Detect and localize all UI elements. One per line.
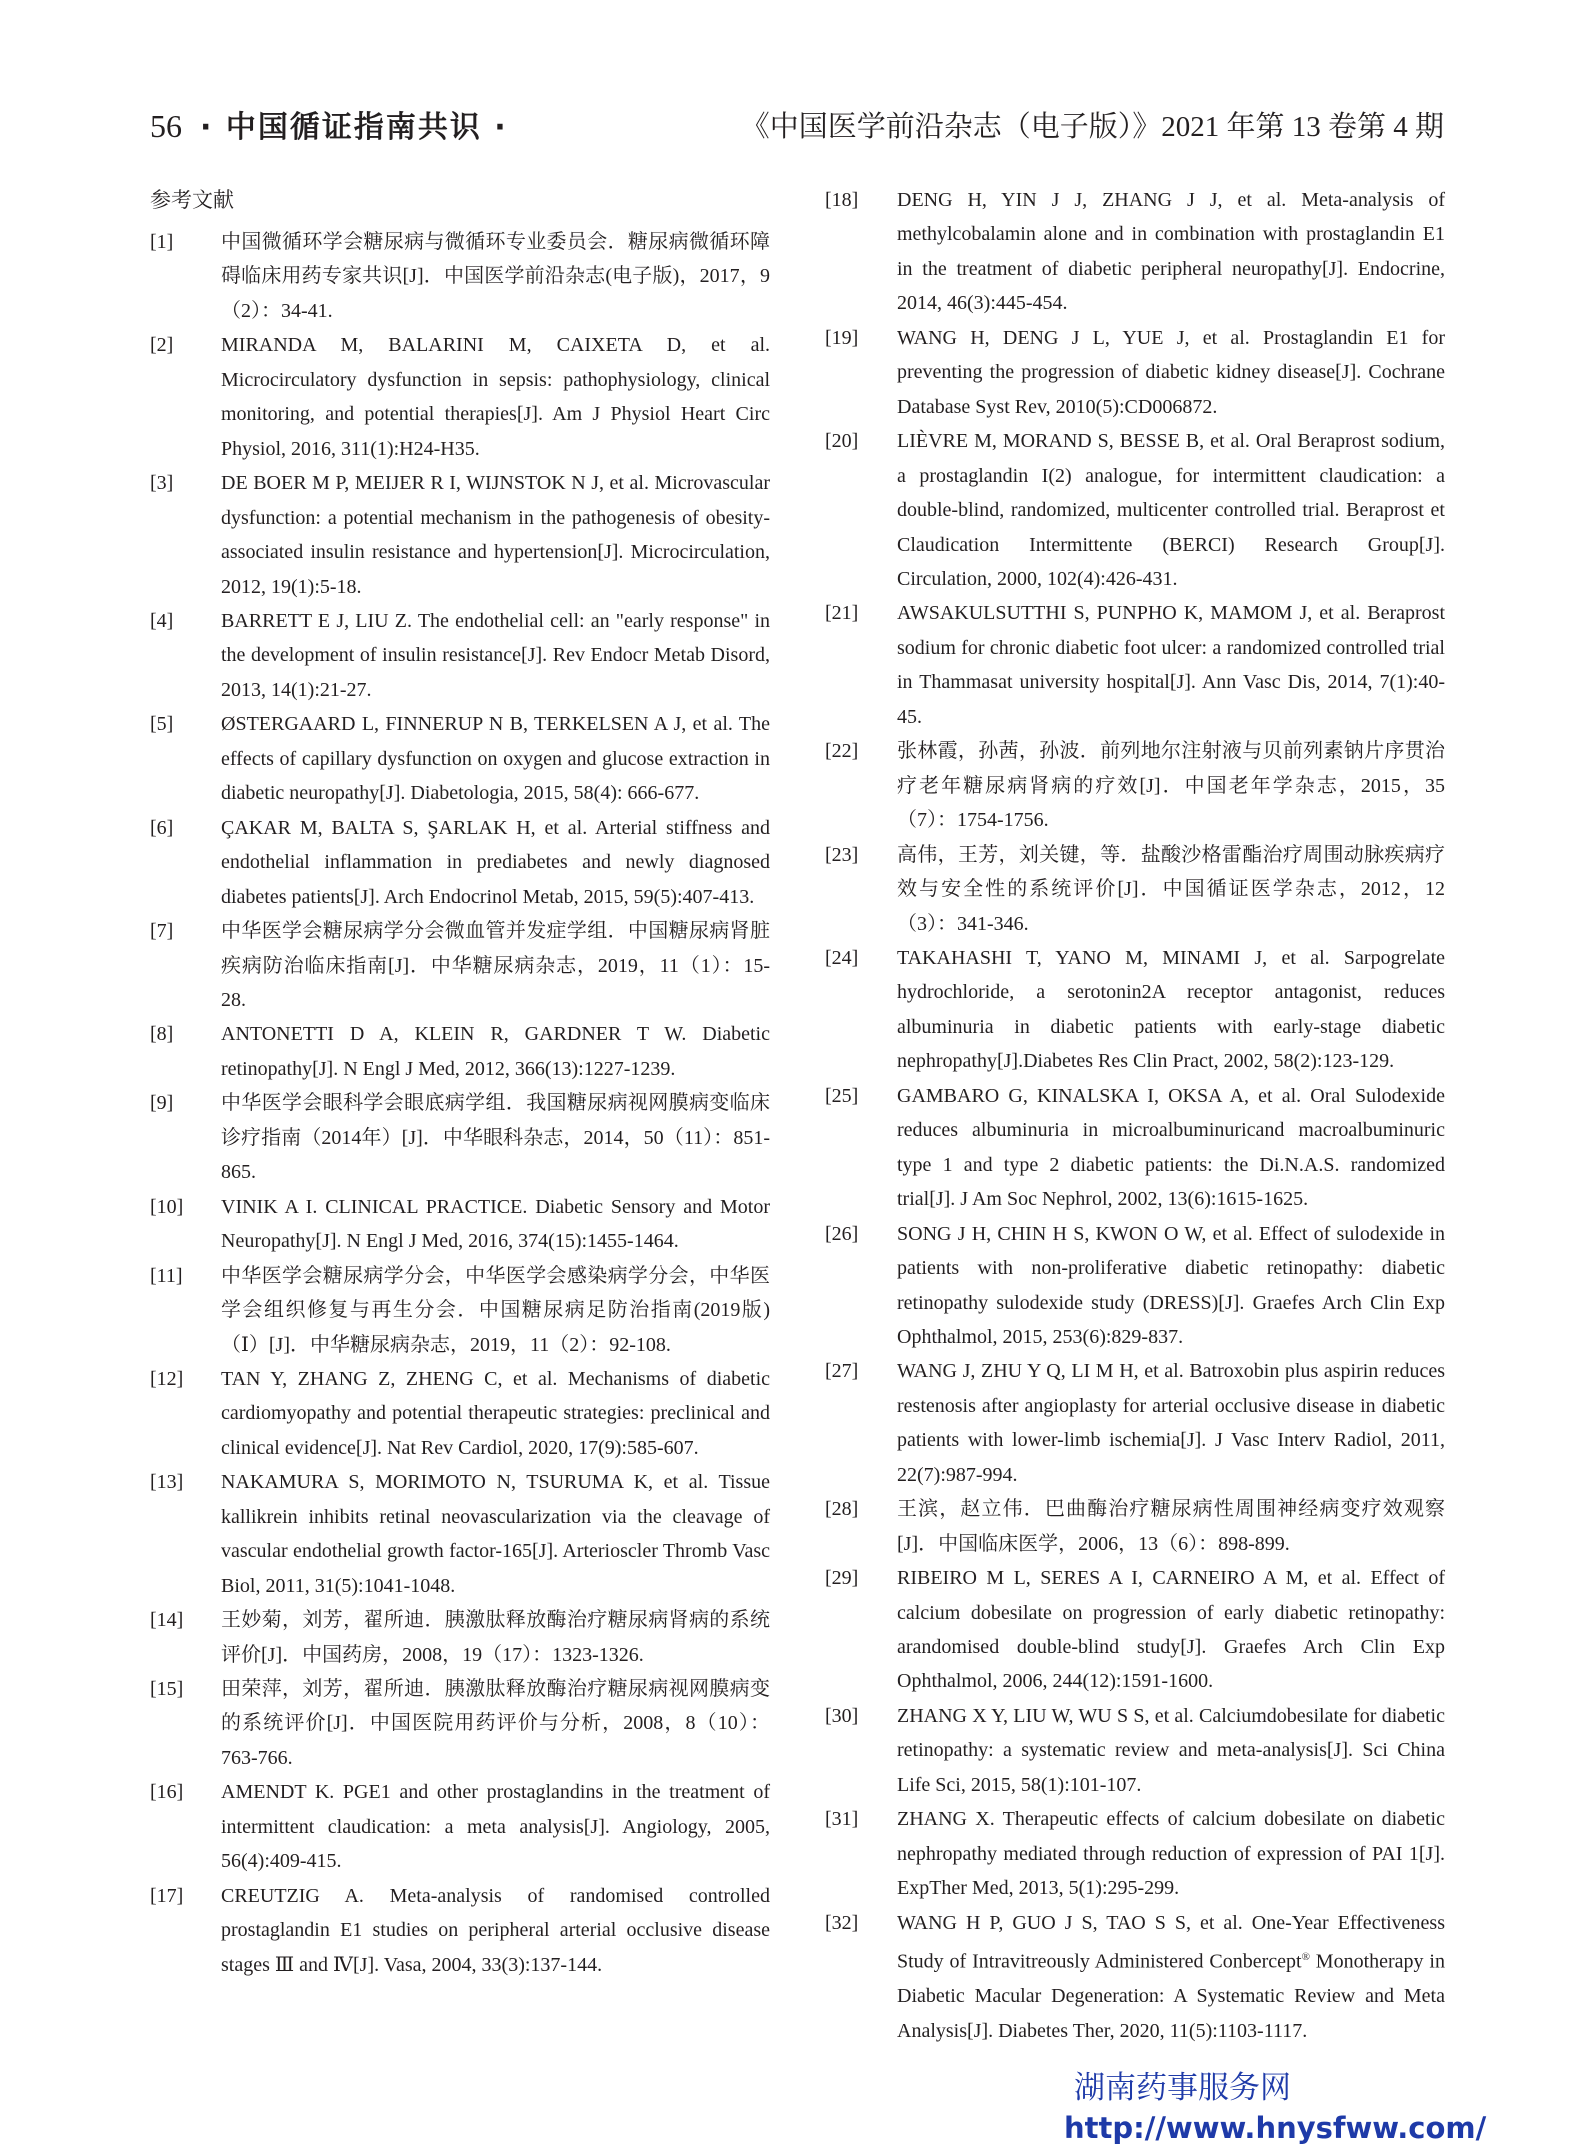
reference-number: [31] <box>825 1808 859 1831</box>
reference-text: 田荣萍，刘芳，翟所迪．胰激肽释放酶治疗糖尿病视网膜病变的系统评价[J]．中国医院用药评价与分析，2008，8（10）：763-766. <box>221 1678 770 1769</box>
reference-number: [25] <box>825 1084 859 1107</box>
reference-text: TAKAHASHI T, YANO M, MINAMI J, et al. Sarpogrelate hydrochloride, a serotonin2A receptor antagonist, reduces albuminuria in diabetic patients with early-stage diabetic nephropathy[J].Diabetes Res Clin Pract, 2002, 58(2):123-129. <box>897 946 1445 1073</box>
reference-text: ZHANG X Y, LIU W, WU S S, et al. Calciumdobesilate for diabetic retinopathy: a systematic review and meta-analysis[J]. Sci China Life Sci, 2015, 58(1):101-107. <box>897 1704 1445 1796</box>
reference-list-right <box>825 183 1445 2048</box>
reference-number: [17] <box>150 1884 184 1907</box>
reference-text: AWSAKULSUTTHI S, PUNPHO K, MAMOM J, et al. Beraprost sodium for chronic diabetic foot ulcer: a randomized controlled trial in Thammasat university hospital[J]. Ann Vasc Dis, 2014, 7(1):40-45. <box>897 602 1445 728</box>
reference-item <box>150 1879 770 1982</box>
left-column <box>150 183 770 1982</box>
reference-text: BARRETT E J, LIU Z. The endothelial cell: an "early response" in the development of insulin resistance[J]. Rev Endocr Metab Disord, 2013, 14(1):21-27. <box>221 609 770 701</box>
reference-text: RIBEIRO M L, SERES A I, CARNEIRO A M, et al. Effect of calcium dobesilate on progression of early diabetic retinopathy: arandomised double-blind study[J]. Graefes Arch Clin Exp Ophthalmol, 2006, 244(12):1591-1600. <box>897 1567 1445 1693</box>
reference-item <box>150 1362 770 1465</box>
right-column <box>825 183 1445 2048</box>
reference-item <box>825 1354 1445 1492</box>
reference-item <box>150 1190 770 1259</box>
reference-list-left <box>150 225 770 1982</box>
reference-text: VINIK A I. CLINICAL PRACTICE. Diabetic Sensory and Motor Neuropathy[J]. N Engl J Med, 2016, 374(15):1455-1464. <box>221 1195 770 1253</box>
reference-text: AMENDT K. PGE1 and other prostaglandins in the treatment of intermittent claudication: a meta analysis[J]. Angiology, 2005, 56(4):409-415. <box>221 1781 770 1873</box>
reference-text: WANG J, ZHU Y Q, LI M H, et al. Batroxobin plus aspirin reduces restenosis after angioplasty for arterial occlusive disease in diabetic patients with lower-limb ischemia[J]. J Vasc Interv Radiol, 2011, 22(7):987-994. <box>897 1360 1445 1486</box>
reference-item <box>150 1672 770 1775</box>
reference-number: [12] <box>150 1367 184 1390</box>
watermark-site-name: 湖南药事服务网 <box>1074 2070 1291 2106</box>
reference-text: 中华医学会眼科学会眼底病学组．我国糖尿病视网膜病变临床诊疗指南（2014年）[J]．中华眼科杂志，2014，50（11）：851-865. <box>221 1092 770 1184</box>
header-left <box>150 102 508 146</box>
reference-text: MIRANDA M, BALARINI M, CAIXETA D, et al. Microcirculatory dysfunction in sepsis: pathophysiology, clinical monitoring, and potential therapies[J]. Am J Physiol Heart Circ Physiol, 2016, 311(1):H24-H35. <box>221 334 770 460</box>
reference-item <box>825 838 1445 941</box>
reference-text: ØSTERGAARD L, FINNERUP N B, TERKELSEN A J, et al. The effects of capillary dysfunction on oxygen and glucose extraction in diabetic neuropathy[J]. Diabetologia, 2015, 58(4): 666-677. <box>221 713 770 805</box>
reference-item <box>825 1492 1445 1561</box>
reference-text: ANTONETTI D A, KLEIN R, GARDNER T W. Diabetic retinopathy[J]. N Engl J Med, 2012, 366(13):1227-1239. <box>221 1023 770 1080</box>
watermark <box>1064 2068 1488 2148</box>
reference-text: ZHANG X. Therapeutic effects of calcium dobesilate on diabetic nephropathy mediated through reduction of expression of PAI 1[J]. ExpTher Med, 2013, 5(1):295-299. <box>897 1808 1445 1900</box>
page-header <box>150 102 1444 152</box>
reference-item <box>150 1086 770 1189</box>
reference-text: DENG H, YIN J J, ZHANG J J, et al. Meta-analysis of methylcobalamin alone and in combination with prostaglandin E1 in the treatment of diabetic peripheral neuropathy[J]. Endocrine, 2014, 46(3):445-454. <box>897 189 1445 315</box>
reference-item <box>825 1561 1445 1699</box>
reference-number: [13] <box>150 1471 184 1494</box>
reference-number: [9] <box>150 1092 174 1115</box>
reference-text: 高伟，王芳，刘关键，等．盐酸沙格雷酯治疗周围动脉疾病疗效与安全性的系统评价[J]．中国循证医学杂志，2012，12（3）：341-346. <box>897 843 1445 935</box>
reference-number: [16] <box>150 1781 184 1804</box>
reference-number: [24] <box>825 946 859 969</box>
reference-number: [10] <box>150 1195 184 1218</box>
reference-text: 中国微循环学会糖尿病与微循环专业委员会．糖尿病微循环障碍临床用药专家共识[J]．中国医学前沿杂志(电子版)，2017，9（2）：34-41. <box>221 231 770 322</box>
reference-item <box>825 1906 1445 2048</box>
reference-number: [20] <box>825 430 859 453</box>
reference-number: [6] <box>150 816 174 839</box>
reference-number: [14] <box>150 1609 184 1632</box>
reference-number: [4] <box>150 609 174 632</box>
reference-number: [1] <box>150 231 174 253</box>
reference-item <box>825 1079 1445 1217</box>
reference-number: [30] <box>825 1704 859 1727</box>
reference-item <box>150 1775 770 1878</box>
reference-text: 王滨，赵立伟．巴曲酶治疗糖尿病性周围神经病变疗效观察[J]．中国临床医学，2006，13（6）：898-899. <box>897 1498 1445 1555</box>
reference-number: [8] <box>150 1023 174 1046</box>
reference-number: [28] <box>825 1498 859 1521</box>
reference-number: [3] <box>150 472 174 495</box>
reference-text: SONG J H, CHIN H S, KWON O W, et al. Effect of sulodexide in patients with non-proliferative diabetic retinopathy: diabetic retinopathy sulodexide study (DRESS)[J]. Graefes Arch Clin Exp Ophthalmol, 2015, 253(6):829-837. <box>897 1222 1445 1348</box>
reference-number: [2] <box>150 334 174 357</box>
reference-item <box>150 811 770 914</box>
reference-text: 张林霞，孙茜，孙波．前列地尔注射液与贝前列素钠片序贯治疗老年糖尿病肾病的疗效[J]．中国老年学杂志，2015，35（7）：1754-1756. <box>897 740 1445 832</box>
reference-number: [19] <box>825 326 859 349</box>
reference-item <box>825 321 1445 424</box>
reference-item <box>825 596 1445 734</box>
reference-number: [26] <box>825 1222 859 1245</box>
reference-number: [21] <box>825 602 859 625</box>
section-title: · 中国循证指南共识 · <box>200 110 508 145</box>
reference-item <box>150 466 770 604</box>
reference-text: LIÈVRE M, MORAND S, BESSE B, et al. Oral Beraprost sodium, a prostaglandin I(2) analogue, for intermittent claudication: a double-blind, randomized, multicenter controlled trial. Beraprost et Claudication Intermittente (BERCI) Research Group[J]. Circulation, 2000, 102(4):426-431. <box>897 430 1445 590</box>
reference-number: [11] <box>150 1264 183 1287</box>
reference-item <box>825 1217 1445 1355</box>
reference-text: 中华医学会糖尿病学分会，中华医学会感染病学分会，中华医学会组织修复与再生分会．中国糖尿病足防治指南(2019版)（Ⅰ）[J]．中华糖尿病杂志，2019，11（2）：92-108. <box>221 1264 770 1356</box>
reference-number: [18] <box>825 189 859 211</box>
reference-text: WANG H, DENG J L, YUE J, et al. Prostaglandin E1 for preventing the progression of diabetic kidney disease[J]. Cochrane Database Syst Rev, 2010(5):CD006872. <box>897 326 1445 418</box>
reference-item <box>825 1802 1445 1905</box>
reference-item <box>150 225 770 328</box>
reference-item <box>150 914 770 1017</box>
reference-item <box>825 734 1445 837</box>
reference-item <box>150 328 770 466</box>
reference-item <box>825 1699 1445 1802</box>
reference-number: [22] <box>825 740 859 763</box>
reference-item <box>150 1465 770 1603</box>
reference-number: [27] <box>825 1360 859 1383</box>
reference-text: NAKAMURA S, MORIMOTO N, TSURUMA K, et al. Tissue kallikrein inhibits retinal neovascularization via the cleavage of vascular endothelial growth factor-165[J]. Arterioscler Thromb Vasc Biol, 2011, 31(5):1041-1048. <box>221 1471 770 1597</box>
references-heading: 参考文献 <box>150 188 234 212</box>
reference-item <box>150 604 770 707</box>
reference-number: [23] <box>825 843 859 866</box>
reference-number: [15] <box>150 1678 184 1701</box>
reference-item <box>150 1603 770 1672</box>
page-number: 56 <box>150 108 182 144</box>
reference-text: 中华医学会糖尿病学分会微血管并发症学组．中国糖尿病肾脏疾病防治临床指南[J]．中华糖尿病杂志，2019，11（1）：15-28. <box>221 920 770 1011</box>
reference-item <box>825 183 1445 321</box>
reference-text: TAN Y, ZHANG Z, ZHENG C, et al. Mechanisms of diabetic cardiomyopathy and potential therapeutic strategies: preclinical and clinical evidence[J]. Nat Rev Cardiol, 2020, 17(9):585-607. <box>221 1367 770 1459</box>
reference-item <box>150 707 770 810</box>
reference-number: [7] <box>150 920 174 943</box>
reference-number: [5] <box>150 713 174 736</box>
reference-number: [32] <box>825 1911 859 1934</box>
reference-number: [29] <box>825 1567 859 1590</box>
reference-text: GAMBARO G, KINALSKA I, OKSA A, et al. Oral Sulodexide reduces albuminuria in microalbuminuricand macroalbuminuric type 1 and type 2 diabetic patients: the Di.N.A.S. randomized trial[J]. J Am Soc Nephrol, 2002, 13(6):1615-1625. <box>897 1084 1445 1211</box>
reference-text: 王妙菊，刘芳，翟所迪．胰激肽释放酶治疗糖尿病肾病的系统评价[J]．中国药房，2008，19（17）：1323-1326. <box>221 1609 770 1666</box>
reference-item <box>150 1259 770 1362</box>
journal-title: 《中国医学前沿杂志（电子版）》2021 年第 13 卷第 4 期 <box>740 111 1444 143</box>
reference-text: WANG H P, GUO J S, TAO S S, et al. One-Year Effectiveness Study of Intravitreously Administered Conbercept® Monotherapy in Diabetic Macular Degeneration: A Systematic Review and Meta Analysis[J]. Diabetes Ther, 2020, 11(5):1103-1117. <box>897 1911 1445 2042</box>
reference-text: CREUTZIG A. Meta-analysis of randomised controlled prostaglandin E1 studies on peripheral arterial occlusive disease stages Ⅲ and Ⅳ[J]. Vasa, 2004, 33(3):137-144. <box>221 1884 770 1976</box>
reference-item <box>825 941 1445 1079</box>
reference-text: DE BOER M P, MEIJER R I, WIJNSTOK N J, et al. Microvascular dysfunction: a potential mechanism in the pathogenesis of obesity-associated insulin resistance and hypertension[J]. Microcirculation, 2012, 19(1):5-18. <box>221 472 770 598</box>
reference-item <box>150 1017 770 1086</box>
watermark-site-url[interactable]: http://www.hnysfww.com/ <box>1064 2111 1487 2145</box>
reference-item <box>825 424 1445 596</box>
reference-text: ÇAKAR M, BALTA S, ŞARLAK H, et al. Arterial stiffness and endothelial inflammation in prediabetes and newly diagnosed diabetes patients[J]. Arch Endocrinol Metab, 2015, 59(5):407-413. <box>221 816 770 908</box>
